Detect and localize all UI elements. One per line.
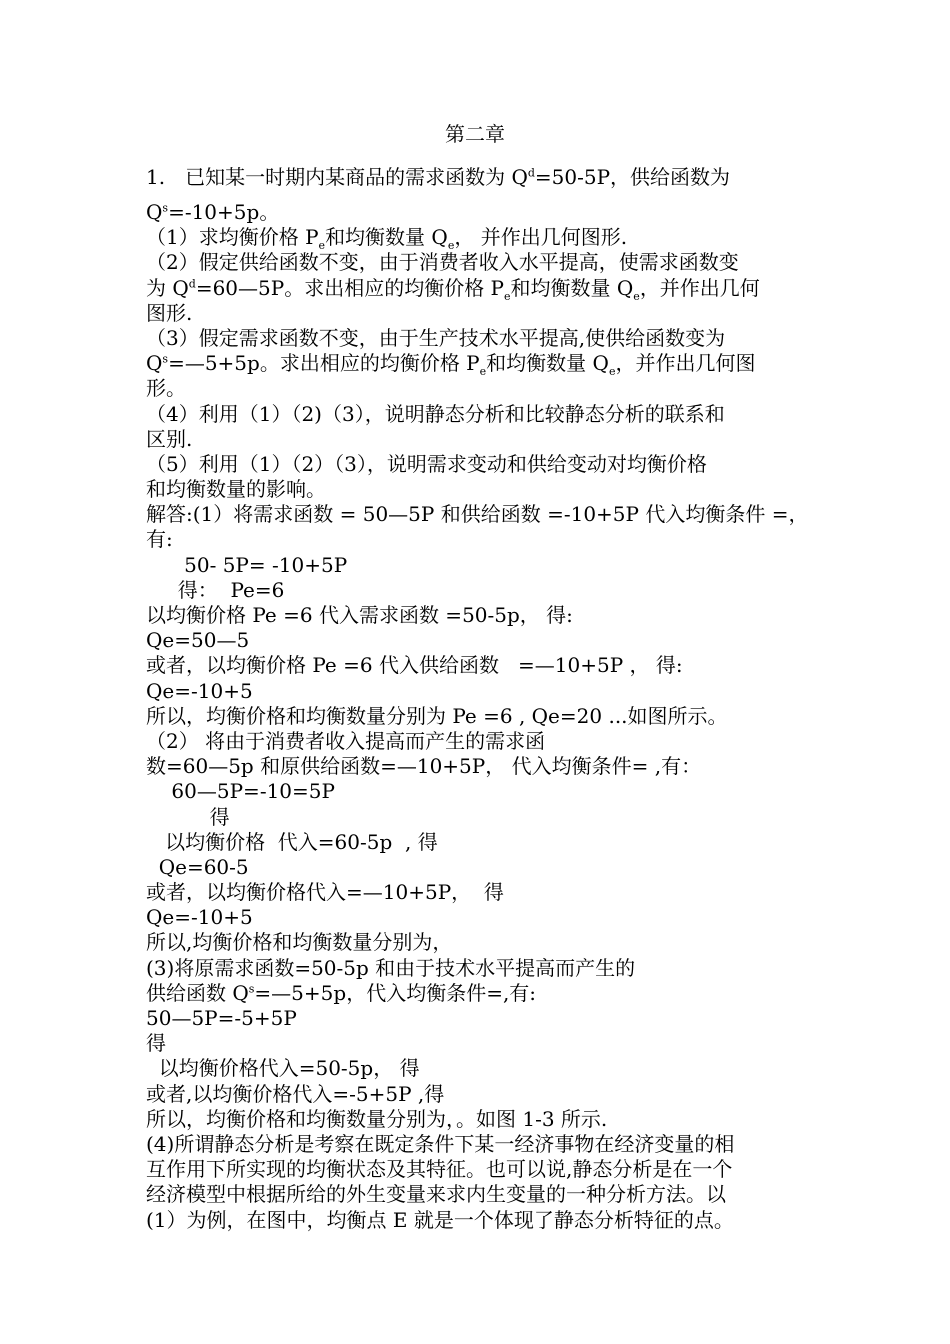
answer-line: 50—5P=-5+5P <box>146 1006 297 1030</box>
answer-line: 得 <box>146 804 230 829</box>
answer-line: 或者,以均衡价格代入=-5+5P ,得 <box>146 1081 445 1106</box>
question-line: $Q^s=—5+5p$。求出相应的均衡价格 $P_e$和均衡数量 $Q_e$，并作出几何图 <box>146 351 756 379</box>
question-line: （5）利用（1）（2）（3），说明需求变动和供给变动对均衡价格 <box>146 451 707 476</box>
answer-line: (3)将原需求函数=50-5p 和由于技术水平提高而产生的 <box>146 955 636 980</box>
question-line: （4）利用（1）（2)（3），说明静态分析和比较静态分析的联系和 <box>146 401 725 426</box>
answer-line: 所以,均衡价格和均衡数量分别为， <box>146 930 453 955</box>
answer-line: (1）为例，在图中，均衡点 E 就是一个体现了静态分析特征的点。 <box>146 1207 734 1232</box>
question-line: 区别. <box>146 426 193 451</box>
question-line: $Q^s=-10+5p$。 <box>146 200 280 224</box>
answer-line: 供给函数 $Q^s=—5+5p$，代入均衡条件=,有: <box>146 980 537 1005</box>
question-line: 图形. <box>146 300 193 325</box>
answer-line: 50- 5P= -10+5P <box>146 552 348 577</box>
answer-line: 所以，均衡价格和均衡数量分别为 Pe =6 , Qe=20 ...如图所示。 <box>146 703 728 728</box>
answer-line: 或者，以均衡价格代入=—10+5P， 得 <box>146 880 504 905</box>
answer-line: 数=60—5p 和原供给函数=—10+5P， 代入均衡条件= ,有： <box>146 754 702 779</box>
answer-line: 或者，以均衡价格 Pe =6 代入供给函数 =—10+5P ， 得: <box>146 653 683 678</box>
answer-line: 60—5P=-10=5P <box>146 779 335 804</box>
question-line: 形。 <box>146 376 186 401</box>
answer-line: Qe=-10+5 <box>146 678 253 703</box>
answer-line: Qe=50—5 <box>146 628 250 653</box>
question-line: 为 $Q^d=60—5P$。求出相应的均衡价格 $P_e$和均衡数量 $Q_e$，并作出几何 <box>146 275 760 303</box>
answer-line: 所以，均衡价格和均衡数量分别为，。如图 1-3 所示. <box>146 1106 608 1131</box>
answer-line: 得 <box>146 1031 166 1056</box>
answer-line: （2） 将由于消费者收入提高而产生的需求函 <box>146 728 546 753</box>
question-line: （2）假定供给函数不变，由于消费者收入水平提高，使需求函数变 <box>146 250 739 275</box>
document-body <box>146 162 816 1233</box>
question-line: （1）求均衡价格 $P_e$和均衡数量 $Q_e$， 并作出几何图形. <box>146 225 628 253</box>
chapter-title: 第二章 <box>445 122 505 146</box>
answer-line: 有: <box>146 527 173 552</box>
answer-line: 以均衡价格 代入=60-5p , 得 <box>146 829 438 854</box>
question-line: 和均衡数量的影响。 <box>146 477 326 502</box>
answer-line: Qe=-10+5 <box>146 905 253 930</box>
answer-line: 互作用下所实现的均衡状态及其特征。也可以说,静态分析是在一个 <box>146 1157 733 1182</box>
answer-line: 经济模型中根据所给的外生变量来求内生变量的一种分析方法。以 <box>146 1182 726 1207</box>
answer-line: 解答:(1）将需求函数 = 50—5P 和供给函数 =-10+5P 代入均衡条件 =， <box>146 502 809 527</box>
answer-line: (4)所谓静态分析是考察在既定条件下某一经济事物在经济变量的相 <box>146 1131 735 1156</box>
answer-line: 得： Pe=6 <box>146 577 285 602</box>
question-line: （3）假定需求函数不变，由于生产技术水平提高,使供给函数变为 <box>146 325 726 350</box>
answer-line: 以均衡价格 Pe =6 代入需求函数 =50-5p， 得: <box>146 603 573 627</box>
answer-line: Qe=60-5 <box>146 854 249 879</box>
answer-line: 以均衡价格代入=50-5p， 得 <box>146 1056 420 1081</box>
question-line: 1. 已知某一时期内某商品的需求函数为 $Q^d=50-5P$，供给函数为 <box>146 165 731 189</box>
